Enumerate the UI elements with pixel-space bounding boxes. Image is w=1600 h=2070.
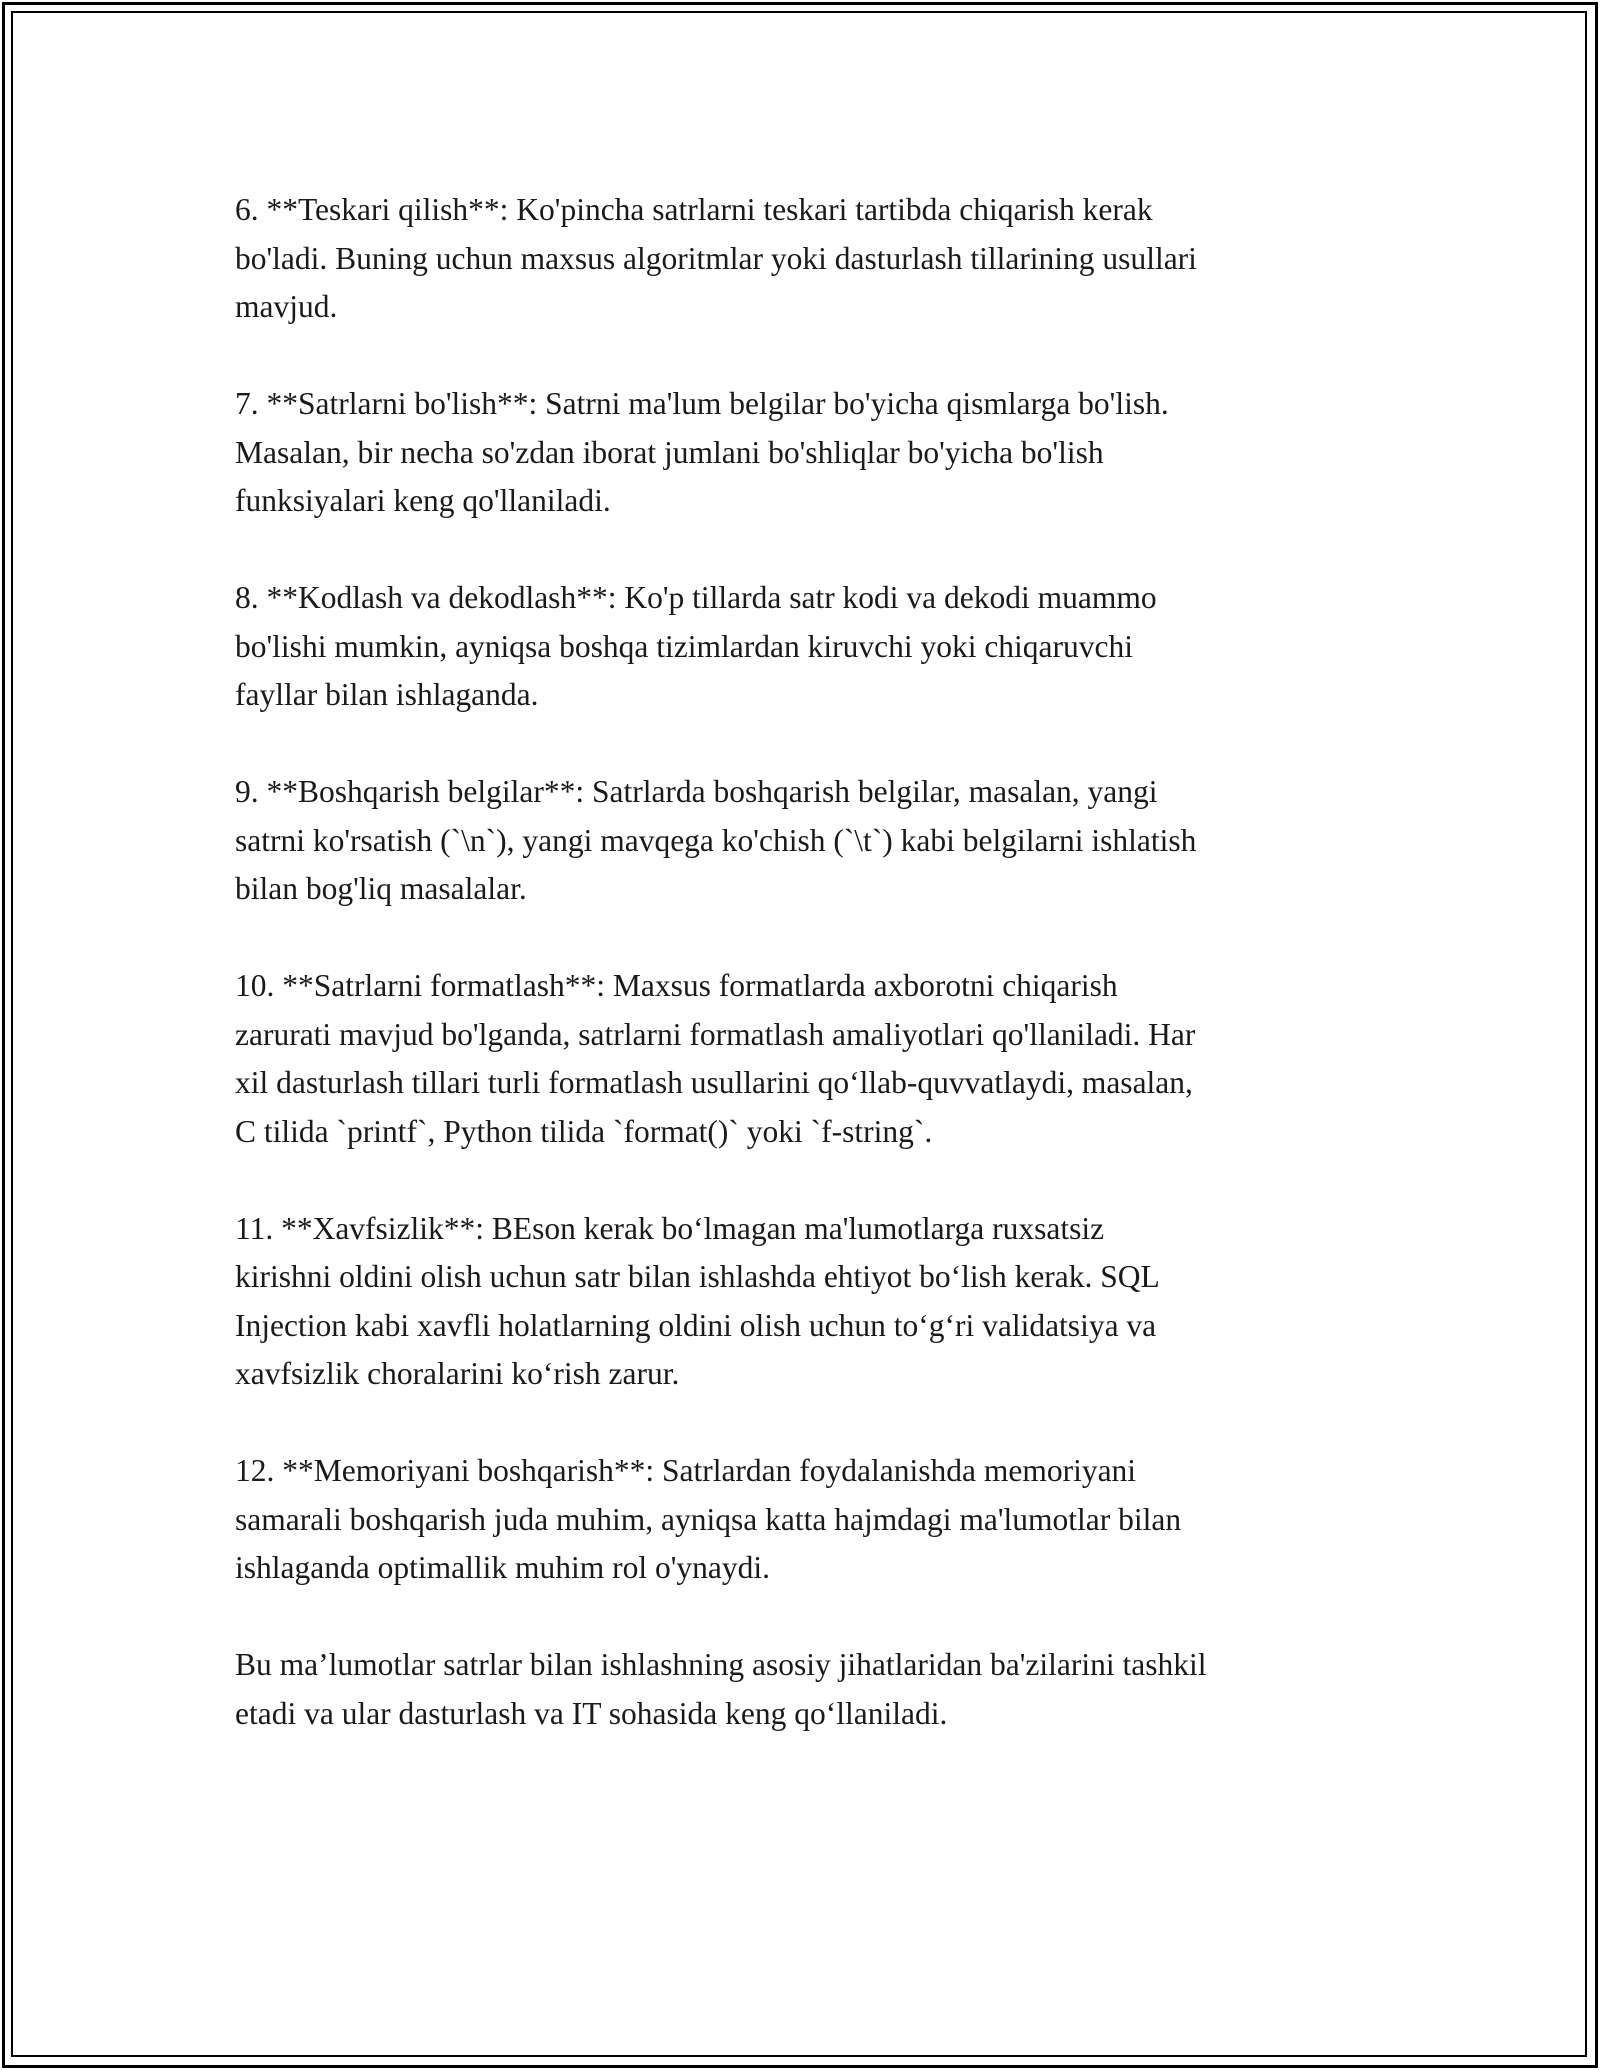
text-line: 11. **Xavfsizlik**: BEson kerak bo‘lmagan ma'lumotlarga ruxsatsiz: [235, 1210, 1105, 1246]
paragraph-9: [235, 768, 1375, 914]
text-line: bo'lishi mumkin, ayniqsa boshqa tizimlardan kiruvchi yoki chiqaruvchi: [235, 628, 1134, 664]
text-line: ishlaganda optimallik muhim rol o'ynaydi.: [235, 1550, 770, 1585]
text-line: Injection kabi xavfli holatlarning oldini olish uchun to‘g‘ri validatsiya va: [235, 1307, 1157, 1343]
text-line: mavjud.: [235, 289, 338, 324]
text-line: 7. **Satrlarni bo'lish**: Satrni ma'lum belgilar bo'yicha qismlarga bo'lish.: [235, 386, 1169, 421]
text-line: bo'ladi. Buning uchun maxsus algoritmlar yoki dasturlash tillarining usullari: [235, 240, 1197, 276]
text-line: xavfsizlik choralarini ko‘rish zarur.: [235, 1356, 680, 1391]
text-line: 8. **Kodlash va dekodlash**: Ko'p tillarda satr kodi va dekodi muammo: [235, 580, 1157, 615]
text-line: bilan bog'liq masalalar.: [235, 871, 527, 906]
paragraph-conclusion: [235, 1641, 1375, 1738]
text-line: Masalan, bir necha so'zdan iborat jumlani bo'shliqlar bo'yicha bo'lish: [235, 434, 1104, 470]
text-line: Bu ma’lumotlar satrlar bilan ishlashning asosiy jihatlaridan ba'zilarini tashkil: [235, 1647, 1207, 1682]
text-line: 12. **Memoriyani boshqarish**: Satrlardan foydalanishda memoriyani: [235, 1453, 1137, 1488]
text-line: C tilida `printf`, Python tilida `format()` yoki `f-string`.: [235, 1113, 933, 1149]
paragraph-7: [235, 380, 1375, 526]
document-body: [235, 186, 1375, 1787]
text-line: samarali boshqarish juda muhim, ayniqsa katta hajmdagi ma'lumotlar bilan: [235, 1501, 1182, 1537]
text-line: xil dasturlash tillari turli formatlash usullarini qo‘llab-quvvatlaydi, masalan,: [235, 1065, 1193, 1100]
text-line: satrni ko'rsatish (`\n`), yangi mavqega ko'chish (`\t`) kabi belgilarni ishlatish: [235, 822, 1197, 858]
paragraph-12: [235, 1447, 1375, 1593]
paragraph-6: [235, 186, 1375, 332]
text-line: fayllar bilan ishlaganda.: [235, 677, 539, 712]
text-line: 6. **Teskari qilish**: Ko'pincha satrlarni teskari tartibda chiqarish kerak: [235, 192, 1153, 227]
text-line: zarurati mavjud bo'lganda, satrlarni formatlash amaliyotlari qo'llaniladi. Har: [235, 1016, 1196, 1052]
paragraph-11: [235, 1205, 1375, 1399]
text-line: 10. **Satrlarni formatlash**: Maxsus formatlarda axborotni chiqarish: [235, 968, 1118, 1003]
text-line: 9. **Boshqarish belgilar**: Satrlarda boshqarish belgilar, masalan, yangi: [235, 774, 1158, 809]
text-line: kirishni oldini olish uchun satr bilan ishlashda ehtiyot bo‘lish kerak. SQL: [235, 1259, 1160, 1294]
text-line: etadi va ular dasturlash va IT sohasida keng qo‘llaniladi.: [235, 1695, 948, 1731]
text-line: funksiyalari keng qo'llaniladi.: [235, 483, 611, 518]
paragraph-8: [235, 574, 1375, 720]
paragraph-10: [235, 962, 1375, 1156]
